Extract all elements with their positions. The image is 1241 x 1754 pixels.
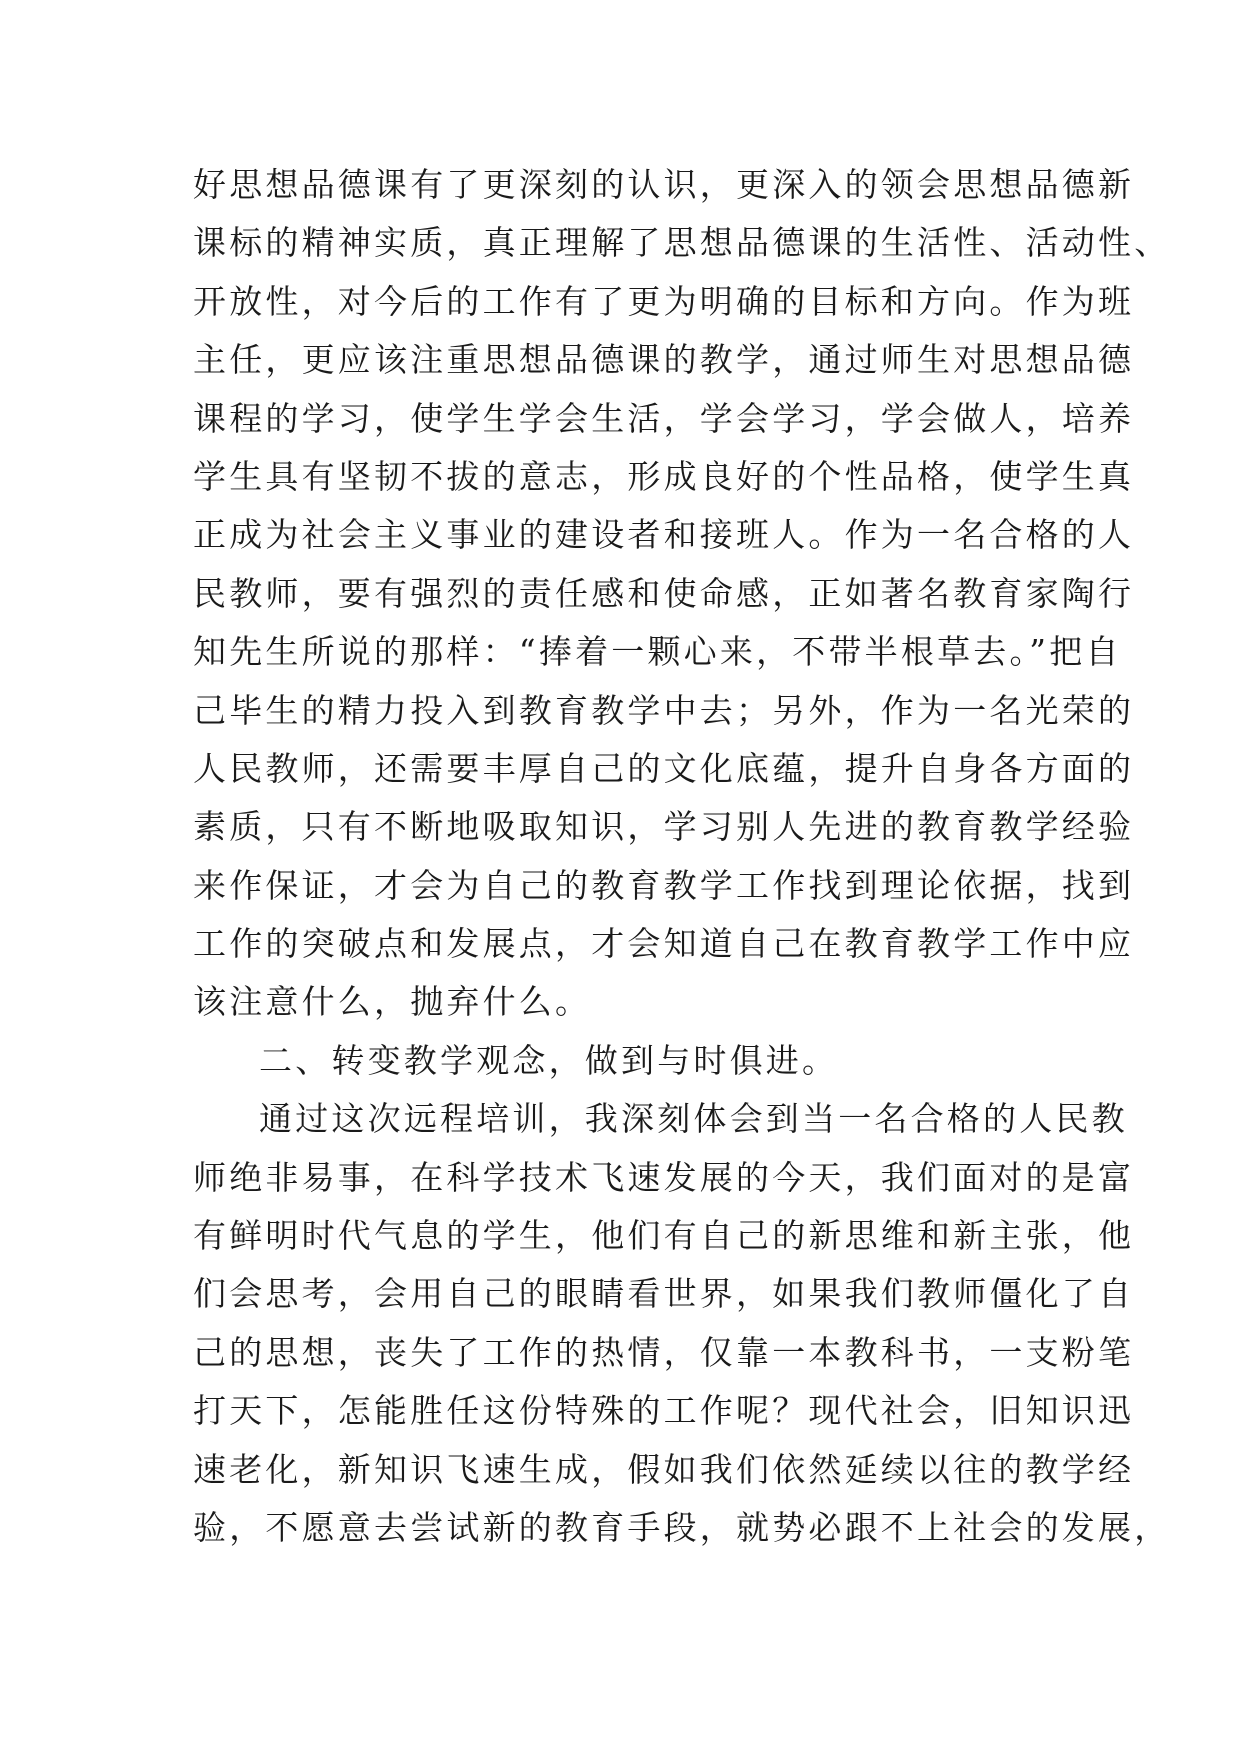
text-line: 工作的突破点和发展点，才会知道自己在教育教学工作中应 <box>193 924 1135 964</box>
text-line: 速老化，新知识飞速生成，假如我们依然延续以往的教学经 <box>193 1449 1135 1489</box>
text-line: 学生具有坚韧不拔的意志，形成良好的个性品格，使学生真 <box>193 456 1135 496</box>
text-line: 课程的学习，使学生学会生活，学会学习，学会做人，培养 <box>193 398 1135 438</box>
text-line: 们会思考，会用自己的眼睛看世界，如果我们教师僵化了自 <box>193 1274 1135 1314</box>
text-line: 师绝非易事，在科学技术飞速发展的今天，我们面对的是富 <box>193 1157 1135 1197</box>
text-line: 素质，只有不断地吸取知识，学习别人先进的教育教学经验 <box>193 807 1135 847</box>
text-line: 二、转变教学观念，做到与时俱进。 <box>259 1040 839 1080</box>
text-line: 己毕生的精力投入到教育教学中去；另外，作为一名光荣的 <box>193 690 1135 730</box>
body-text <box>193 156 1171 1557</box>
text-line: 课标的精神实质，真正理解了思想品德课的生活性、活动性、 <box>193 223 1171 263</box>
text-line: 民教师，要有强烈的责任感和使命感，正如著名教育家陶行 <box>193 573 1135 613</box>
text-line: 知先生所说的那样：“捧着一颗心来，不带半根草去。”把自 <box>193 632 1122 672</box>
text-line: 通过这次远程培训，我深刻体会到当一名合格的人民教 <box>259 1099 1128 1139</box>
text-line: 该注意什么，抛弃什么。 <box>193 982 592 1022</box>
text-line: 打天下，怎能胜任这份特殊的工作呢？现代社会，旧知识迅 <box>193 1391 1135 1431</box>
text-line: 正成为社会主义事业的建设者和接班人。作为一名合格的人 <box>193 515 1135 555</box>
text-line: 好思想品德课有了更深刻的认识，更深入的领会思想品德新 <box>193 165 1135 204</box>
text-line: 开放性，对今后的工作有了更为明确的目标和方向。作为班 <box>193 281 1135 321</box>
text-line: 有鲜明时代气息的学生，他们有自己的新思维和新主张，他 <box>193 1216 1135 1256</box>
text-line: 主任，更应该注重思想品德课的教学，通过师生对思想品德 <box>193 340 1135 380</box>
text-line: 验，不愿意去尝试新的教育手段，就势必跟不上社会的发展， <box>193 1507 1171 1547</box>
text-line: 来作保证，才会为自己的教育教学工作找到理论依据，找到 <box>193 865 1135 905</box>
text-line: 己的思想，丧失了工作的热情，仅靠一本教科书，一支粉笔 <box>193 1332 1135 1372</box>
text-line: 人民教师，还需要丰厚自己的文化底蕴，提升自身各方面的 <box>193 748 1135 788</box>
